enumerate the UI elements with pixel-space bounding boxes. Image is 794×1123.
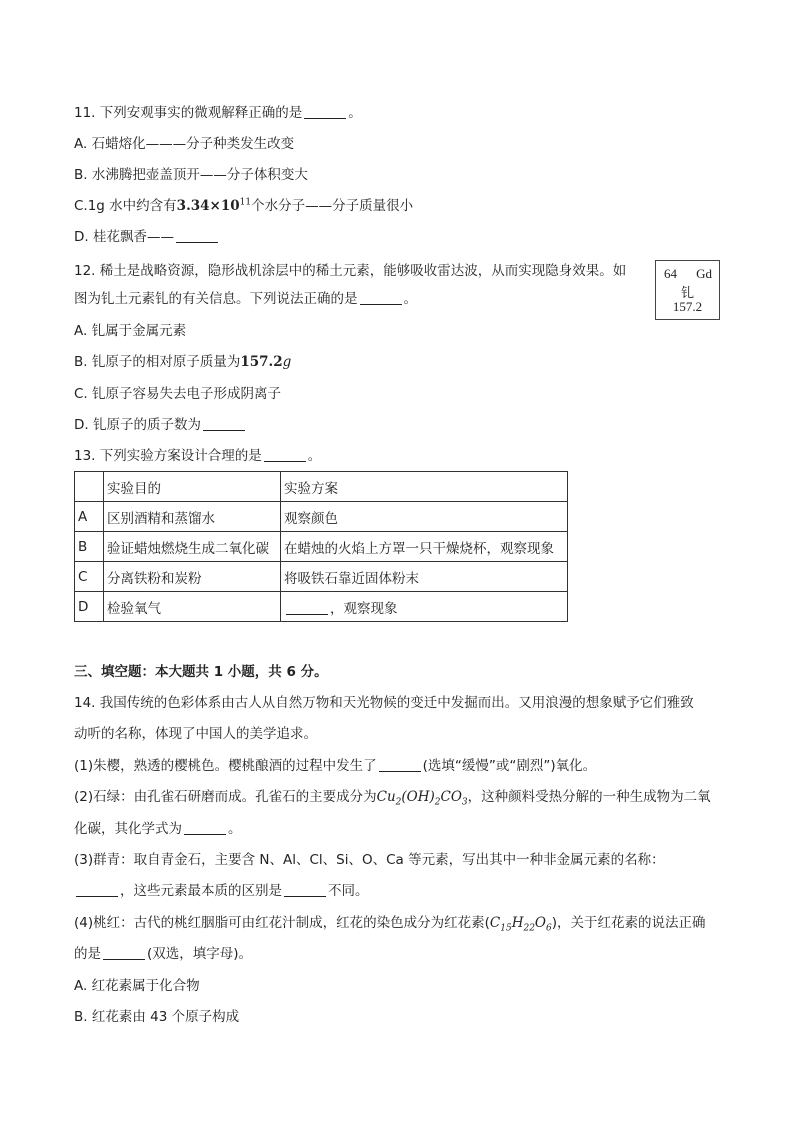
- table-row: A 区别酒精和蒸馏水 观察颜色: [75, 502, 568, 532]
- q14-part3-line2: ，这些元素最本质的区别是 不同。: [74, 882, 369, 900]
- answer-blank[interactable]: [360, 291, 402, 305]
- q13-stem: 13. 下列实验方案设计合理的是 。: [74, 448, 322, 464]
- element-card-gd: [655, 260, 720, 320]
- answer-blank[interactable]: [103, 946, 145, 960]
- answer-blank[interactable]: [76, 883, 118, 897]
- answer-blank[interactable]: [264, 448, 306, 462]
- q12-stem-line1: 12. 稀土是战略资源，隐形战机涂层中的稀土元素，能够吸收雷达波，从而实现隐身效果。如: [74, 263, 627, 279]
- element-name: 钆: [680, 285, 694, 300]
- q12-stem-line2: 图为钆土元素钆的有关信息。下列说法正确的是 。: [74, 291, 417, 307]
- carthamin-formula: $C_{15}H_{22}O_6$: [489, 915, 552, 934]
- q14-part4-line1: (4)桃红：古代的桃红胭脂可由红花汁制成，红花的染色成分为红花素$(C_{15}H_{22}O_6)$，关于红花素的说法正确: [74, 915, 706, 934]
- q14-option-a: A. 红花素属于化合物: [74, 978, 200, 994]
- answer-blank[interactable]: [184, 821, 226, 835]
- q11-option-b: B. 水沸腾把壶盖顶开——分子体积变大: [74, 167, 308, 183]
- q14-part3-line1: (3)群青：取自青金石，主要含 N、Al、Cl、Si、O、Ca 等元素，写出其中一种非金属元素的名称：: [74, 852, 665, 868]
- q11-option-c: C.1g 水中约含有$3.34\times 10^{11}$个水分子——分子质量很小: [74, 197, 414, 214]
- table-row: B 验证蜡烛燃烧生成二氧化碳 在蜡烛的火焰上方罩一只干燥烧杯，观察现象: [75, 532, 568, 562]
- answer-blank[interactable]: [379, 758, 421, 772]
- q12-option-c: C. 钆原子容易失去电子形成阴离子: [74, 386, 282, 402]
- q11-stem: 11. 下列安观事实的微观解释正确的是 。: [74, 105, 362, 121]
- q14-intro-line1: 14. 我国传统的色彩体系由古人从自然万物和天光物候的变迁中发掘而出。又用浪漫的想象赋予它们雅致: [74, 695, 694, 711]
- table-row: D 检验氧气 ，观察现象: [75, 592, 568, 622]
- q14-intro-line2: 动听的名称，体现了中国人的美学追求。: [74, 726, 317, 742]
- section-title: 三、填空题：本大题共 1 小题，共 6 分。: [74, 664, 328, 680]
- q12-option-b: B. 钆原子的相对原子质量为157.2g: [74, 354, 292, 370]
- malachite-formula: $Cu_2(OH)_2CO_3$: [376, 789, 468, 808]
- q14-option-b: B. 红花素由 43 个原子构成: [74, 1009, 240, 1025]
- q14-part2-line1: (2)石绿：由孔雀石研磨而成。孔雀石的主要成分为$Cu_2(OH)_2CO_3$，这种颜料受热分解的一种生成物为二氧: [74, 789, 711, 808]
- answer-blank[interactable]: [304, 105, 346, 119]
- answer-blank[interactable]: [203, 417, 245, 431]
- table-header-row: 实验目的 实验方案: [75, 472, 568, 502]
- answer-blank[interactable]: [286, 601, 328, 615]
- experiment-table: [74, 471, 568, 622]
- element-symbol: Gd: [696, 266, 712, 281]
- q14-part1: (1)朱樱，熟透的樱桃色。樱桃酿酒的过程中发生了 (选填“缓慢”或“剧烈”)氧化。: [74, 758, 597, 774]
- q11-option-d: D. 桂花飘香——: [74, 228, 220, 246]
- q14-part4-line2: 的是 (双选，填字母)。: [74, 946, 253, 962]
- atomic-mass: 157.2: [672, 299, 703, 314]
- answer-blank[interactable]: [176, 229, 218, 243]
- q14-part2-line2: 化碳，其化学式为 。: [74, 821, 242, 837]
- q12-option-d: D. 钆原子的质子数为: [74, 416, 247, 434]
- table-row: C 分离铁粉和炭粉 将吸铁石靠近固体粉末: [75, 562, 568, 592]
- q12-option-a: A. 钆属于金属元素: [74, 323, 187, 339]
- q11-option-a: A. 石蜡熔化———分子种类发生改变: [74, 136, 295, 152]
- atomic-number: 64: [664, 266, 677, 281]
- answer-blank[interactable]: [284, 883, 326, 897]
